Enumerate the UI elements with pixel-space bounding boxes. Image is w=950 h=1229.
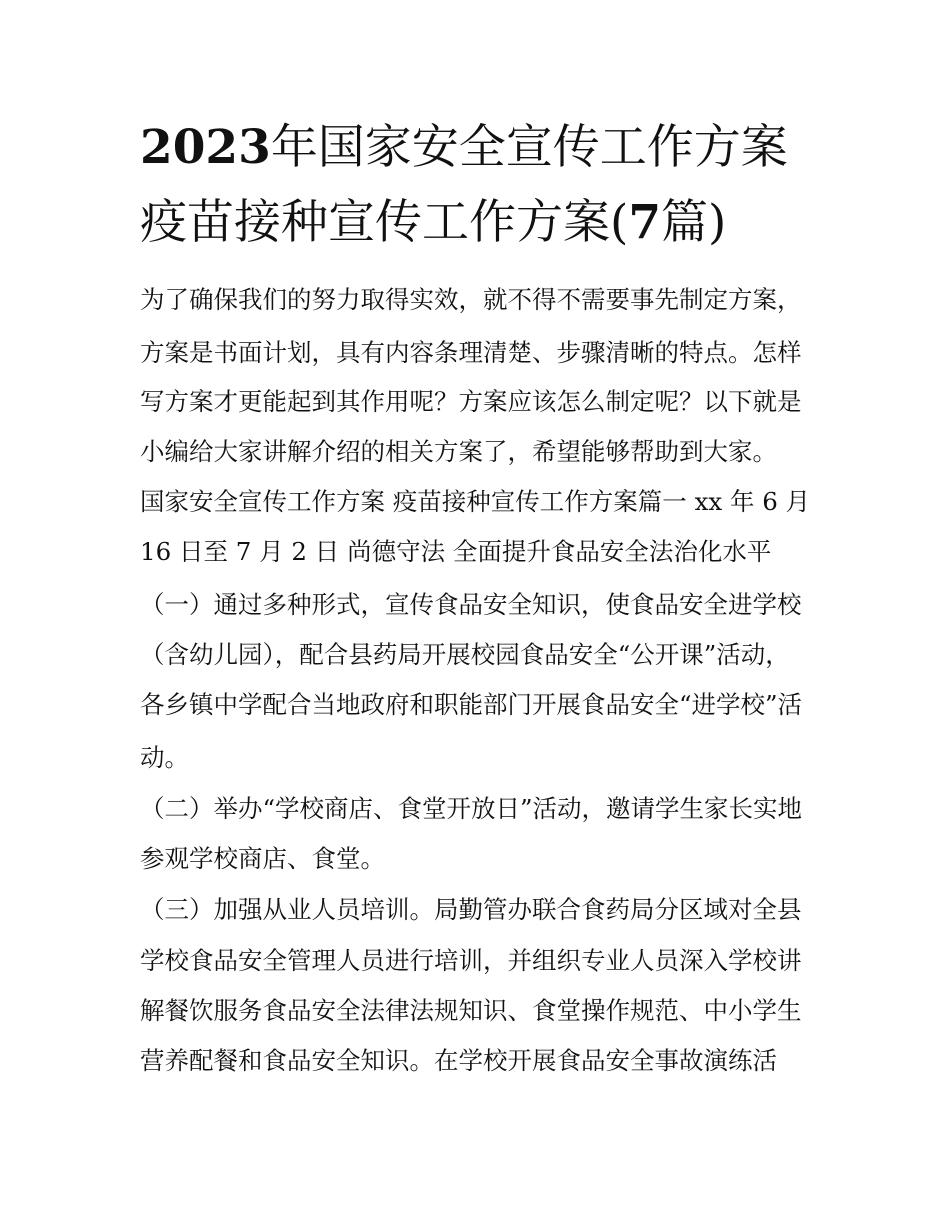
title-line-2-text: 疫苗接种宣传工作方案( bbox=[140, 195, 629, 250]
body-line-1: 为了确保我们的努力取得实效，就不得不需要事先制定方案， bbox=[140, 285, 802, 314]
body-line-8: （含幼儿园），配合县药局开展校园食品安全“公开课”活动， bbox=[140, 640, 790, 669]
body-line-11: （二）举办“学校商店、食堂开放日”活动，邀请学生家长实地 bbox=[140, 794, 803, 823]
title-year: 2023 bbox=[140, 120, 271, 175]
body-line-2: 方案是书面计划，具有内容条理清楚、步骤清晰的特点。怎样 bbox=[140, 338, 802, 367]
title-count: 7 bbox=[628, 195, 662, 250]
body-line-3: 写方案才更能起到其作用呢？方案应该怎么制定呢？以下就是 bbox=[140, 387, 802, 416]
title-line-1 bbox=[140, 120, 840, 175]
body-line-6: 16 日至 7 月 2 日 尚德守法 全面提升食品安全法治化水平 bbox=[140, 537, 772, 566]
body-line-14: 学校食品安全管理人员进行培训，并组织专业人员深入学校讲 bbox=[140, 946, 802, 975]
body-line-15: 解餐饮服务食品安全法律法规知识、食堂操作规范、中小学生 bbox=[140, 996, 802, 1025]
title-line-2-end: 篇) bbox=[661, 195, 727, 250]
body-line-9: 各乡镇中学配合当地政府和职能部门开展食品安全“进学校”活 bbox=[140, 690, 803, 719]
body-line-5: 国家安全宣传工作方案 疫苗接种宣传工作方案篇一 xx 年 6 月 bbox=[140, 487, 811, 516]
body-line-13: （三）加强从业人员培训。局勤管办联合食药局分区域对全县 bbox=[140, 895, 802, 924]
body-line-12: 参观学校商店、食堂。 bbox=[140, 844, 385, 873]
body-line-10: 动。 bbox=[140, 743, 189, 772]
body-line-7: （一）通过多种形式，宣传食品安全知识，使食品安全进学校 bbox=[140, 590, 802, 619]
body-line-16: 营养配餐和食品安全知识。在学校开展食品安全事故演练活 bbox=[140, 1046, 777, 1075]
title-line-2 bbox=[140, 195, 840, 250]
body-line-4: 小编给大家讲解介绍的相关方案了，希望能够帮助到大家。 bbox=[140, 437, 777, 466]
title-line-1-text: 年国家安全宣传工作方案 bbox=[270, 120, 788, 175]
